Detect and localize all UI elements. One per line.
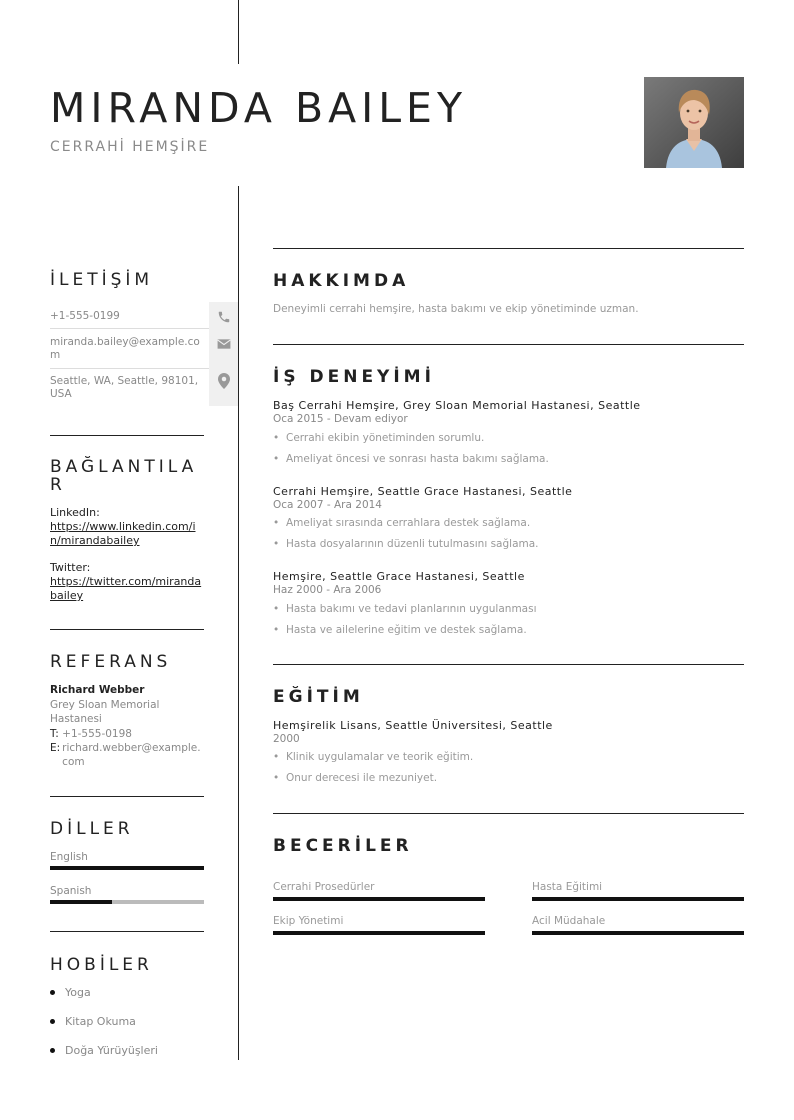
language-level-fill: [50, 900, 112, 904]
job-date: Oca 2007 - Ara 2014: [273, 499, 382, 511]
top-vertical-line: [238, 0, 239, 64]
hobby-item: [50, 1015, 136, 1028]
language-level-fill: [50, 866, 204, 870]
phone-icon: [209, 304, 238, 330]
skill-level-bar: [532, 897, 744, 901]
languages-section-title: DİLLER: [50, 819, 134, 839]
right-divider: [273, 813, 744, 814]
education-bullet: • Klinik uygulamalar ve teorik eğitim.: [273, 751, 474, 763]
skill-label: Cerrahi Prosedürler: [273, 881, 375, 893]
language-name: English: [50, 851, 88, 863]
skill-label: Ekip Yönetimi: [273, 915, 344, 927]
reference-phone-label: T:: [50, 728, 59, 740]
skill-level-bar: [532, 931, 744, 935]
language-level-bar: [50, 900, 204, 904]
reference-email-label: E:: [50, 742, 61, 754]
hobbies-section-title: HOBİLER: [50, 955, 153, 975]
reference-phone-row: [50, 727, 132, 741]
reference-email-row: [50, 741, 204, 769]
education-date: 2000: [273, 733, 300, 745]
left-divider: [50, 629, 204, 630]
right-divider: [273, 248, 744, 249]
language-name: Spanish: [50, 885, 92, 897]
about-text: Deneyimli cerrahi hemşire, hasta bakımı ve ekip yönetiminde uzman.: [273, 303, 639, 315]
right-divider: [273, 344, 744, 345]
contact-email: miranda.bailey@example.com: [50, 336, 200, 361]
skill-label: Acil Müdahale: [532, 915, 606, 927]
education-bullet: • Onur derecesi ile mezuniyet.: [273, 772, 438, 784]
bullet-dot: [50, 990, 55, 995]
left-divider: [50, 931, 204, 932]
job-heading: Cerrahi Hemşire, Seattle Grace Hastanesi, Seattle: [273, 485, 573, 498]
education-section-title: EĞİTİM: [273, 687, 364, 707]
twitter-label: Twitter:: [50, 561, 91, 574]
job-heading: Hemşire, Seattle Grace Hastanesi, Seattle: [273, 570, 525, 583]
bullet-dot: [50, 1019, 55, 1024]
hobby-label: Kitap Okuma: [65, 1015, 136, 1028]
links-section-title: BAĞLANTILAR: [50, 457, 198, 495]
contact-phone: +1-555-0199: [50, 310, 120, 322]
hobby-item: [50, 1044, 158, 1057]
skill-level-bar: [273, 897, 485, 901]
job-bullet: • Hasta bakımı ve tedavi planlarının uygulanması: [273, 603, 537, 615]
job-date: Haz 2000 - Ara 2006: [273, 584, 382, 596]
right-divider: [273, 664, 744, 665]
reference-phone: +1-555-0198: [62, 728, 132, 740]
candidate-title: CERRAHİ HEMŞİRE: [50, 139, 210, 155]
reference-email: richard.webber@example.com: [62, 742, 201, 768]
left-divider: [50, 796, 204, 797]
job-bullet: • Hasta ve ailelerine eğitim ve destek sağlama.: [273, 624, 527, 636]
contact-address: Seattle, WA, Seattle, 98101, USA: [50, 375, 199, 400]
location-pin-icon: [209, 368, 238, 394]
contact-section-title: İLETİŞİM: [50, 270, 154, 290]
column-divider-line: [238, 186, 239, 1060]
references-section-title: REFERANS: [50, 652, 172, 672]
skill-level-bar: [273, 931, 485, 935]
job-heading: Baş Cerrahi Hemşire, Grey Sloan Memorial Hastanesi, Seattle: [273, 399, 641, 412]
language-level-bar: [50, 866, 204, 870]
experience-section-title: İŞ DENEYİMİ: [273, 367, 435, 387]
reference-org: Grey Sloan Memorial Hastanesi: [50, 699, 160, 725]
profile-photo: [644, 77, 744, 168]
job-bullet: • Ameliyat öncesi ve sonrası hasta bakımı sağlama.: [273, 453, 549, 465]
hobby-item: [50, 986, 91, 999]
linkedin-label: LinkedIn:: [50, 506, 100, 519]
skill-label: Hasta Eğitimi: [532, 881, 603, 893]
envelope-icon: [209, 331, 238, 357]
twitter-link[interactable]: https://twitter.com/mirandabailey: [50, 575, 202, 602]
hobby-label: Doğa Yürüyüşleri: [65, 1044, 158, 1057]
hobby-label: Yoga: [65, 986, 91, 999]
contact-icon-column: [209, 302, 238, 406]
reference-name: Richard Webber: [50, 684, 145, 696]
left-divider: [50, 435, 204, 436]
skills-section-title: BECERİLER: [273, 836, 413, 856]
bullet-dot: [50, 1048, 55, 1053]
candidate-name: MIRANDA BAILEY: [50, 84, 467, 132]
about-section-title: HAKKIMDA: [273, 271, 410, 291]
linkedin-link[interactable]: https://www.linkedin.com/in/mirandabailey: [50, 520, 196, 547]
job-date: Oca 2015 - Devam ediyor: [273, 413, 408, 425]
job-bullet: • Cerrahi ekibin yönetiminden sorumlu.: [273, 432, 485, 444]
job-bullet: • Ameliyat sırasında cerrahlara destek sağlama.: [273, 517, 531, 529]
job-bullet: • Hasta dosyalarının düzenli tutulmasını sağlama.: [273, 538, 539, 550]
education-heading: Hemşirelik Lisans, Seattle Üniversitesi, Seattle: [273, 719, 553, 732]
